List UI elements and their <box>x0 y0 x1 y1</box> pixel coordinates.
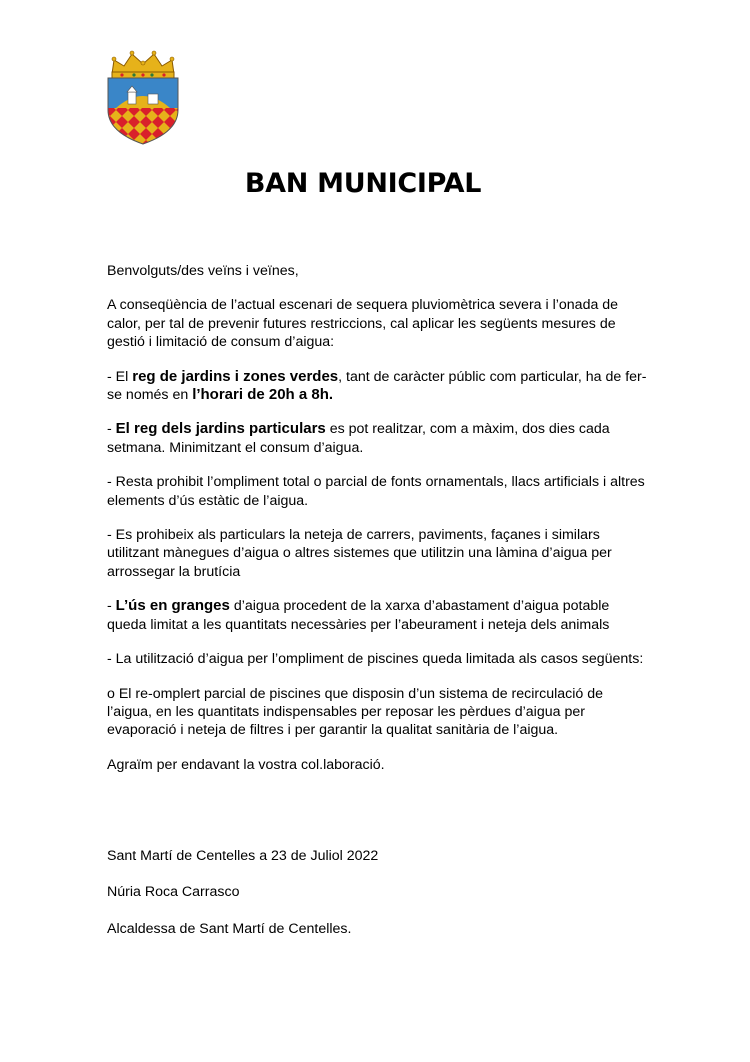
measure-text: , tant de caràcter públic com particular, ha de fer-se només en <box>107 368 647 404</box>
greeting: Benvolguts/des veïns i veïnes, <box>107 263 299 279</box>
intro-paragraph: A conseqüència de l’actual escenari de sequera pluviomètrica severa i l’onada de calor, per tal de prevenir futures restriccions, cal aplicar les següents mesures de gestió i limitació de consum d’aigua: <box>107 297 619 351</box>
measure-item: - Es prohibeix als particulars la neteja de carrers, paviments, façanes i similars utilitzant mànegues d’aigua o altres sistemes que utilitzin una làmina d’aigua per arrossegar la brutícia <box>107 527 612 580</box>
measure-text: es pot realitzar, com a màxim, dos dies cada setmana. Minimitzant el consum d’aigua. <box>107 421 610 456</box>
page-title: BAN MUNICIPAL <box>244 168 482 199</box>
coat-of-arms-svg <box>104 44 182 146</box>
measure-item: - Resta prohibit l’ompliment total o parcial de fonts ornamentals, llacs artificials i altres elements d’ús estàtic de l’aigua. <box>107 474 645 509</box>
thanks-line: Agraïm per endavant la vostra col.laboració. <box>107 756 385 773</box>
signatory-name: Núria Roca Carrasco <box>107 884 240 901</box>
measure-emphasis: L’ús en granges <box>115 597 230 615</box>
measure-item: - La utilització d’aigua per l’ompliment de piscines queda limitada als casos següents: <box>107 651 644 668</box>
measure-text: - <box>107 598 116 615</box>
sub-item: o El re-omplert parcial de piscines que disposin d’un sistema de recirculació de l’aigua, en les quantitats indispensables per reposar les pèrdues d’aigua per evaporació i neteja de filtres i per garantir la qualitat sanitària de l’aigua. <box>107 685 604 739</box>
measure-emphasis: l’horari de 20h a 8h. <box>192 386 334 404</box>
place-date: Sant Martí de Centelles a 23 de Juliol 2022 <box>107 848 379 864</box>
measure-text: - <box>107 421 116 438</box>
measure-item <box>107 368 647 405</box>
municipal-coat-of-arms-icon <box>104 44 182 146</box>
measure-emphasis: El reg dels jardins particulars <box>115 420 326 438</box>
measure-emphasis: reg de jardins i zones verdes <box>132 367 339 385</box>
notice-body <box>107 262 647 774</box>
measure-item <box>107 420 647 457</box>
crown-icon <box>112 51 174 78</box>
measure-item <box>107 597 647 634</box>
signatory-role: Alcaldessa de Sant Martí de Centelles. <box>107 920 352 937</box>
measure-text: d’aigua procedent de la xarxa d’abastament d’aigua potable queda limitat a les quantitats necessàries per l’abeurament i neteja dels animals <box>107 598 610 633</box>
measure-text: - El <box>107 368 133 385</box>
signature-block <box>107 847 647 956</box>
